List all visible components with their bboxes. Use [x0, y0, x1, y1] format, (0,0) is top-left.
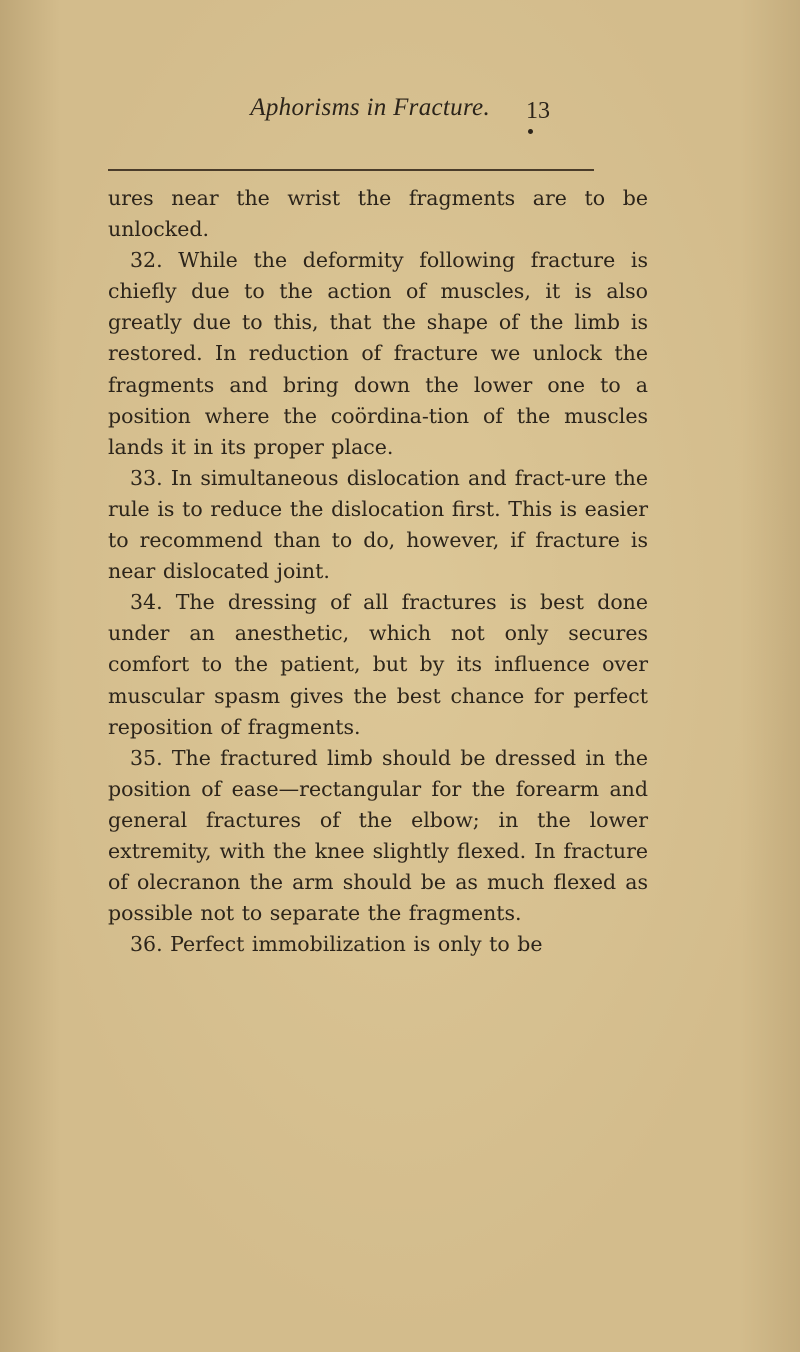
paragraph-36: 36. Perfect immobilization is only to be — [130, 932, 543, 957]
running-title: Aphorisms in Fracture. — [250, 94, 490, 121]
page-number: 13 — [526, 98, 550, 124]
header-rule — [108, 169, 594, 171]
paragraph-33: 33. In simultaneous dislocation and fract-ure the rule is to reduce the dislocation first. This is easier to recommend than to do, however, if fracture is near dislocated joint. — [108, 465, 648, 584]
paragraph-34: 34. The dressing of all fractures is best done under an anesthetic, which not only secures comfort to the patient, but by its influence over muscular spasm gives the best chance for perfect reposition of fragments. — [108, 590, 648, 739]
paragraph-32: 32. While the deformity following fracture is chiefly due to the action of muscles, it is also greatly due to this, that the shape of the limb is restored. In reduction of fracture we unlock the fragments and bring down the lower one to a position where the coördina-tion of the muscles lands it in its proper place. — [108, 248, 648, 459]
printer-dot — [528, 129, 533, 134]
paragraph-continued: ures near the wrist the fragments are to be unlocked. — [108, 186, 648, 242]
paragraph-35: 35. The fractured limb should be dressed in the position of ease—rectangular for the forearm and general fractures of the elbow; in the lower extremity, with the knee slightly flexed. In fracture of olecranon the arm should be as much flexed as possible not to separate the fragments. — [108, 745, 648, 926]
page-header — [0, 94, 800, 144]
body-text — [108, 183, 648, 960]
